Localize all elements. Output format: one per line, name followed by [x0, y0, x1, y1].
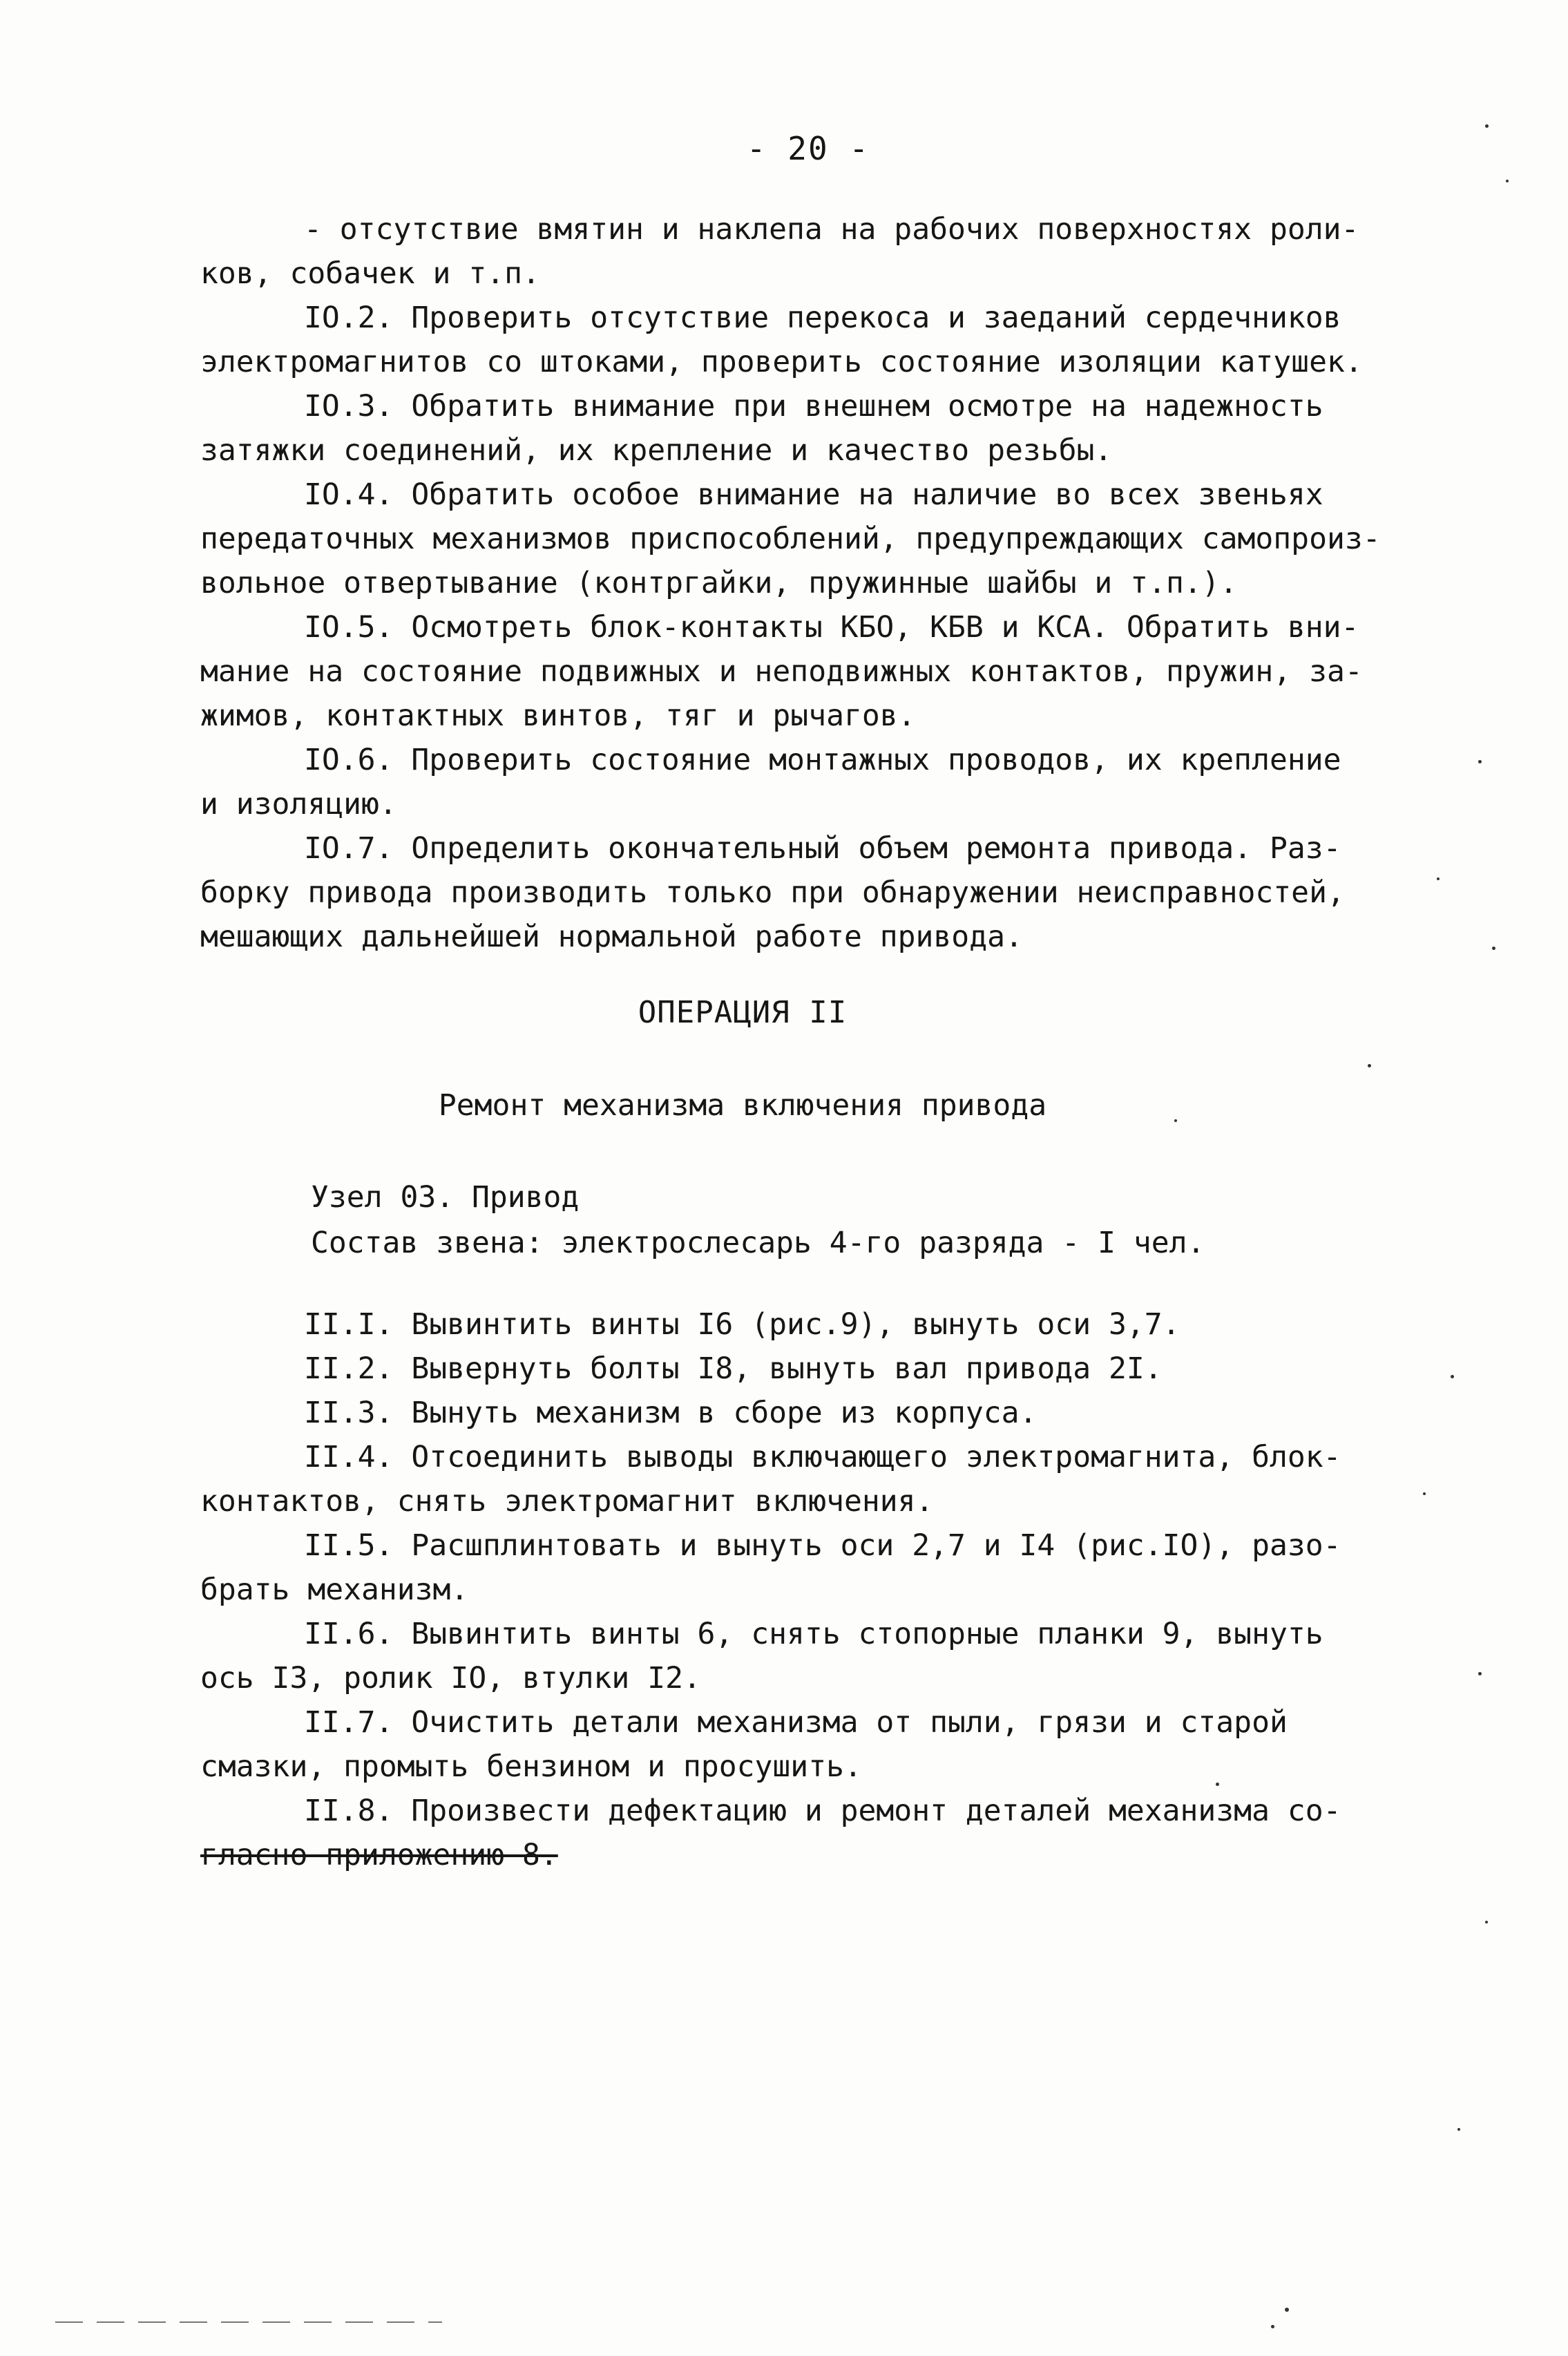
text-line: II.7. Очистить детали механизма от пыли, грязи и старой — [304, 1705, 1288, 1740]
scan-speck — [1506, 180, 1509, 182]
text-line: и изоляцию. — [200, 787, 397, 821]
text-line: ков, собачек и т.п. — [200, 256, 540, 291]
scan-speck — [1485, 124, 1489, 128]
text-line: вольное отвертывание (контргайки, пружинные шайбы и т.п.). — [200, 566, 1238, 600]
operation-title: ОПЕРАЦИЯ II — [638, 995, 848, 1030]
text-line: борку привода производить только при обнаружении неисправностей, — [200, 875, 1345, 910]
text-line: мание на состояние подвижных и неподвижных контактов, пружин, за- — [200, 654, 1363, 689]
text-line: передаточных механизмов приспособлений, предупреждающих самопроиз- — [200, 522, 1381, 556]
text-line: гласно приложению 8. — [200, 1838, 558, 1872]
scan-speck — [1271, 2325, 1274, 2328]
text-line: жимов, контактных винтов, тяг и рычагов. — [200, 699, 916, 733]
scan-speck — [1368, 1064, 1371, 1067]
scan-speck — [1423, 1492, 1426, 1495]
text-line: II.3. Вынуть механизм в сборе из корпуса. — [304, 1396, 1038, 1430]
unit-line: Узел 03. Привод — [311, 1180, 580, 1215]
scan-speck — [1437, 877, 1440, 880]
scan-speck — [1478, 1672, 1482, 1675]
text-line: контактов, снять электромагнит включения. — [200, 1484, 934, 1519]
scan-speck — [1457, 2128, 1460, 2131]
text-line: смазки, промыть бензином и просушить. — [200, 1749, 862, 1784]
text-line: II.6. Вывинтить винты 6, снять стопорные планки 9, вынуть — [304, 1617, 1323, 1651]
scan-speck — [1478, 760, 1482, 763]
operation-header — [311, 1175, 1416, 1266]
text-line: - отсутствие вмятин и наклепа на рабочих поверхностях роли- — [304, 212, 1359, 247]
text-line: II.5. Расшплинтовать и вынуть оси 2,7 и I4 (рис.IO), разо- — [304, 1528, 1341, 1563]
text-line: ось I3, ролик IO, втулки I2. — [200, 1661, 701, 1695]
text-line: IO.5. Осмотреть блок-контакты КБО, КБВ и КСА. Обратить вни- — [304, 610, 1359, 645]
text-line: электромагнитов со штоками, проверить состояние изоляции катушек. — [200, 345, 1363, 379]
text-line: II.I. Вывинтить винты I6 (рис.9), вынуть оси 3,7. — [304, 1307, 1180, 1342]
section-10-text — [200, 207, 1402, 959]
operation-subtitle: Ремонт механизма включения привода — [438, 1088, 1047, 1123]
scan-speck — [1216, 1783, 1219, 1786]
scan-speck — [1451, 1375, 1454, 1378]
scan-speck — [1485, 1921, 1488, 1923]
text-line: IO.6. Проверить состояние монтажных проводов, их крепление — [304, 743, 1341, 777]
page-number: - 20 - — [746, 130, 870, 167]
text-line: II.8. Произвести дефектацию и ремонт деталей механизма со- — [304, 1794, 1341, 1828]
text-line: II.2. Вывернуть болты I8, вынуть вал привода 2I. — [304, 1351, 1163, 1386]
text-line: мешающих дальнейшей нормальной работе привода. — [200, 920, 1023, 954]
text-line: IO.7. Определить окончательный объем ремонта привода. Раз- — [304, 831, 1341, 866]
text-line: IO.3. Обратить внимание при внешнем осмотре на надежность — [304, 389, 1323, 424]
footer-rule — [55, 2321, 442, 2323]
section-11-text — [200, 1302, 1402, 1877]
text-line: IO.4. Обратить особое внимание на наличие во всех звеньях — [304, 477, 1323, 512]
scan-speck — [1174, 1119, 1177, 1122]
text-line: IO.2. Проверить отсутствие перекоса и заеданий сердечников — [304, 301, 1341, 335]
scan-speck — [1285, 2308, 1289, 2312]
scan-speck — [1492, 947, 1495, 950]
text-line: затяжки соединений, их крепление и качество резьбы. — [200, 433, 1113, 468]
text-line: брать механизм. — [200, 1573, 469, 1607]
text-line: II.4. Отсоединить выводы включающего электромагнита, блок- — [304, 1440, 1341, 1474]
crew-line: Состав звена: электрослесарь 4-го разряда - I чел. — [311, 1226, 1205, 1260]
